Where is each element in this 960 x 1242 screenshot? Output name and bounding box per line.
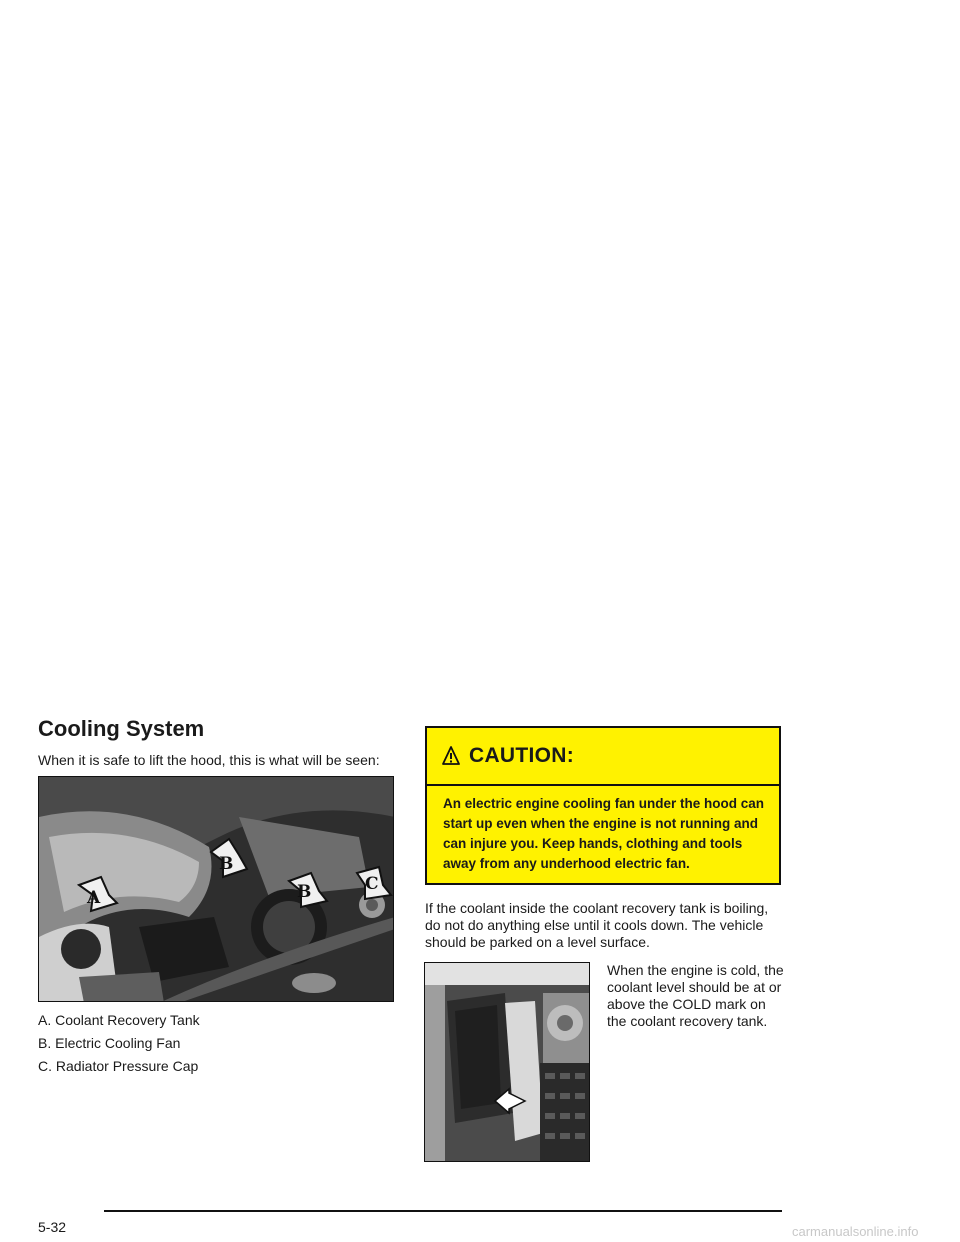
legend-item: A. Coolant Recovery Tank (38, 1012, 200, 1028)
cold-coolant-paragraph: When the engine is cold, the coolant level should be at or above the COLD mark on the coolant recovery tank. (607, 962, 784, 1029)
coolant-tank-photo (424, 962, 590, 1162)
legend-item: C. Radiator Pressure Cap (38, 1058, 199, 1074)
watermark: carmanualsonline.info (792, 1224, 919, 1239)
label-c: C (365, 874, 379, 894)
legend-item: B. Electric Cooling Fan (38, 1035, 181, 1051)
boiling-coolant-paragraph: If the coolant inside the coolant recovery tank is boiling, do not do anything else until it cools down. The vehicle should be parked on a level surface. (425, 900, 769, 950)
component-legend (38, 1012, 200, 1081)
label-b-top: B (219, 854, 234, 874)
label-b-lower: B (297, 882, 312, 902)
coolant-tank-illustration (425, 963, 590, 1162)
footer-rule (104, 1210, 782, 1212)
caution-header (427, 728, 779, 786)
caution-title: CAUTION: (469, 744, 575, 767)
page-number: 5-32 (38, 1219, 67, 1235)
caution-text: An electric engine cooling fan under the hood can start up even when the engine is not running and can injure you. Keep hands, clothing and tools away from any underhood electric fan. (427, 786, 779, 883)
warning-icon (441, 745, 461, 767)
intro-text: When it is safe to lift the hood, this is what will be seen: (38, 752, 380, 768)
engine-compartment-photo (38, 776, 394, 1002)
section-heading: Cooling System (38, 716, 205, 741)
label-a: A (87, 888, 101, 908)
engine-illustration (39, 777, 394, 1002)
caution-box (425, 726, 781, 885)
